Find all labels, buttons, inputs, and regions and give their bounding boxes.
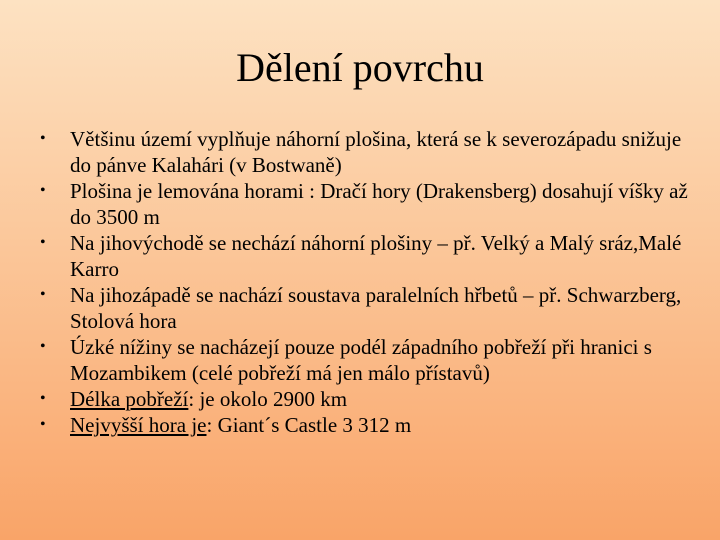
bullet-label: Nejvyšší hora je	[70, 413, 207, 437]
bullet-text: Úzké nížiny se nacházejí pouze podél západního pobřeží při hranici s Mozambikem (celé pobřeží má jen málo přístavů)	[70, 335, 652, 385]
bullet-text: Většinu území vyplňuje náhorní plošina, která se k severozápadu snižuje do pánve Kalahári (v Bostwaně)	[70, 127, 682, 177]
bullet-label: Délka pobřeží	[70, 387, 189, 411]
bullet-icon: •	[40, 390, 46, 407]
bullet-item-highest-peak	[40, 412, 690, 438]
bullet-item-coast-length	[40, 386, 690, 412]
bullet-item-southwest	[40, 282, 690, 334]
bullet-icon: •	[40, 416, 46, 433]
bullet-icon: •	[40, 338, 46, 355]
bullet-item-southeast	[40, 230, 690, 282]
bullet-text: Plošina je lemována horami : Dračí hory (Drakensberg) dosahují víšky až do 3500 m	[70, 179, 688, 229]
bullet-text: Na jihozápadě se nachází soustava paralelních hřbetů – př. Schwarzberg, Stolová hora	[70, 283, 682, 333]
bullet-icon: •	[40, 130, 46, 147]
bullet-separator: :	[188, 387, 195, 411]
bullet-separator: :	[206, 413, 213, 437]
bullet-value: je okolo 2900 km	[194, 387, 348, 411]
bullet-value: Giant´s Castle 3 312 m	[212, 413, 412, 437]
bullet-icon: •	[40, 286, 46, 303]
bullet-list	[40, 126, 690, 438]
bullet-item-surface	[40, 126, 690, 178]
bullet-icon: •	[40, 182, 46, 199]
bullet-text: Na jihovýchodě se nechází náhorní plošiny – př. Velký a Malý sráz,Malé Karro	[70, 231, 682, 281]
bullet-icon: •	[40, 234, 46, 251]
slide-title: Dělení povrchu	[236, 45, 484, 90]
bullet-item-lowlands	[40, 334, 690, 386]
bullet-item-mountains	[40, 178, 690, 230]
